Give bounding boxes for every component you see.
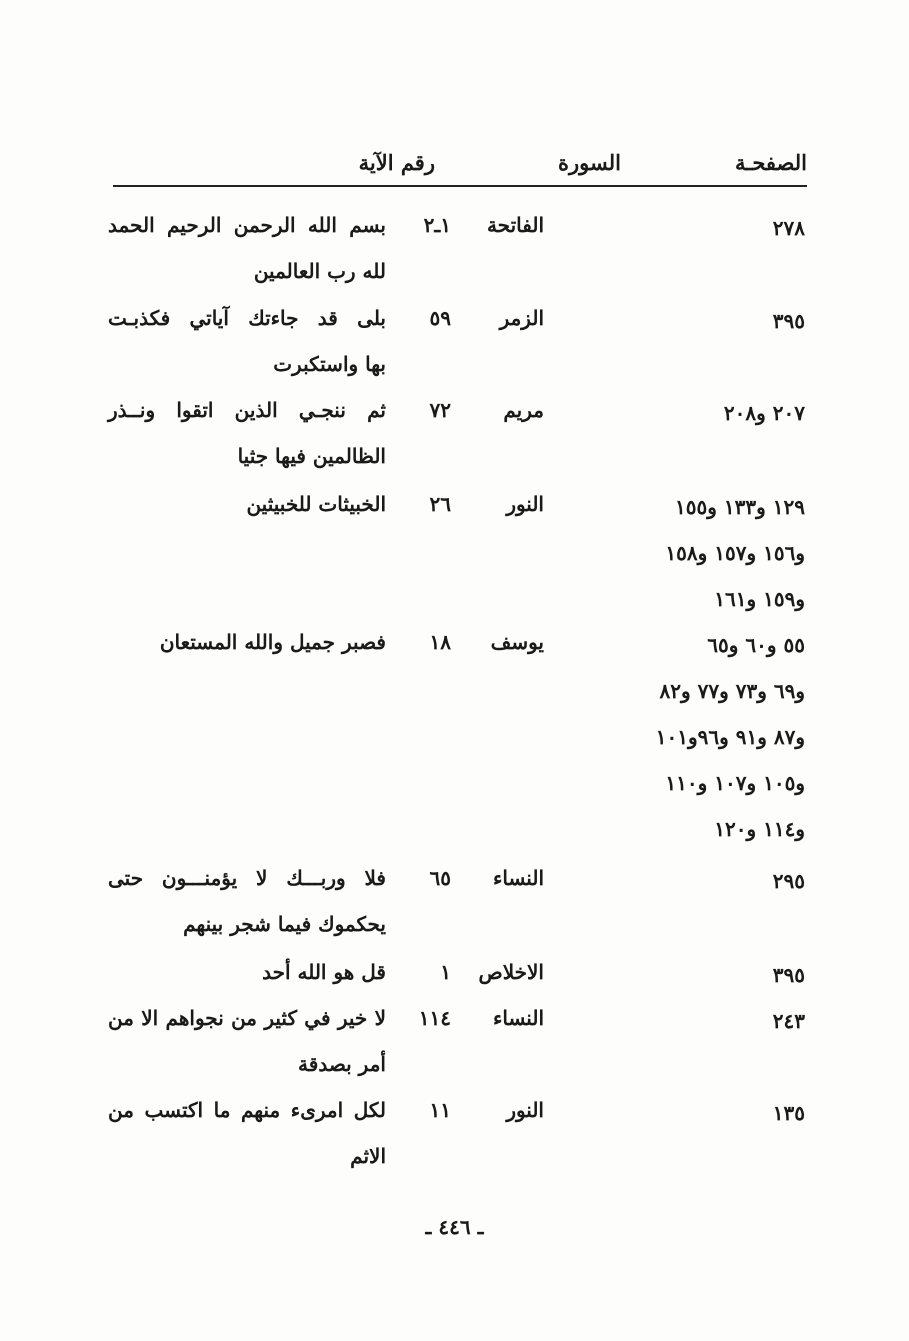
sura-name: النور — [506, 1098, 544, 1122]
ayah-text-line: لا خير في كثير من نجواهم الا من — [108, 1006, 386, 1030]
ayah-number: ١٨ — [429, 630, 451, 654]
ayah-text-line: فصبر جميل والله المستعان — [159, 630, 386, 654]
page-refs — [773, 952, 805, 998]
sura-name: النور — [506, 492, 544, 516]
header-rule — [113, 185, 807, 187]
page-ref-line: ٢٤٣ — [772, 1009, 805, 1033]
page-ref-line: ٢٠٧ و٢٠٨ — [723, 401, 805, 425]
page-refs — [773, 1090, 805, 1136]
ayah-number: ٧٢ — [429, 398, 451, 422]
page-ref-line: ٣٩٥ — [772, 963, 805, 987]
page-ref-line: و١٥٩ و١٦١ — [714, 587, 805, 611]
ayah-text-line: لله رب العالمين — [253, 259, 386, 283]
page-ref-line: ٢٩٥ — [772, 869, 805, 893]
sura-name: يوسف — [490, 630, 544, 654]
sura-name: النساء — [492, 1006, 544, 1030]
header-ayah: رقم الآية — [358, 150, 435, 175]
page-refs — [656, 622, 805, 852]
ayah-number: ٦٥ — [429, 866, 451, 890]
page-ref-line: ٥٥ و٦٠ و٦٥ — [707, 633, 805, 657]
ayah-text-line: لكل امرىء منهم ما اكتسب من — [108, 1098, 386, 1122]
page-ref-line: و١٠٥ و١٠٧ و١١٠ — [665, 771, 805, 795]
page-refs — [773, 998, 805, 1044]
ayah-text-line: يحكموك فيما شجر بينهم — [183, 912, 386, 936]
page-ref-line: ١٣٥ — [772, 1101, 805, 1125]
page-ref-line: و٦٩ و٧٣ و٧٧ و٨٢ — [659, 679, 805, 703]
ayah-text-line: الظالمين فيها جثيا — [237, 444, 386, 468]
sura-name: الزمر — [499, 306, 544, 330]
sura-name: مريم — [503, 398, 544, 422]
page-refs — [773, 858, 805, 904]
page-ref-line: ١٢٩ و١٣٣ و١٥٥ — [675, 495, 805, 519]
ayah-text-line: بها واستكبرت — [273, 352, 386, 376]
ayah-text-line: الخبيثات للخبيثين — [246, 492, 386, 516]
sura-name: الفاتحة — [486, 213, 544, 237]
ayah-number: ١١٤ — [418, 1006, 451, 1030]
header-page: الصفحـة — [734, 150, 807, 175]
page-ref-line: و١٥٦ و١٥٧ و١٥٨ — [665, 541, 805, 565]
ayah-number: ١ـ٢ — [423, 213, 451, 237]
header-sura: السورة — [558, 150, 621, 175]
ayah-text-line: الاثم — [350, 1144, 386, 1168]
page-ref-line: و١١٤ و١٢٠ — [714, 817, 805, 841]
ayah-number: ٢٦ — [429, 492, 451, 516]
page-number: ـ ٤٤٦ ـ — [425, 1215, 484, 1239]
page-ref-line: ٢٧٨ — [772, 216, 805, 240]
ayah-text-line: فلا وربـــك لا يؤمنـــون حتى — [108, 866, 386, 890]
sura-name: الاخلاص — [478, 960, 544, 984]
page-ref-line: و٨٧ و٩١ و٩٦و١٠١ — [655, 725, 805, 749]
ayah-number: ٥٩ — [429, 306, 451, 330]
ayah-number: ١ — [440, 960, 451, 984]
ayah-text-line: قل هو الله أحد — [262, 960, 386, 984]
page-refs — [665, 484, 805, 622]
ayah-text-line: ثم ننجـي الذين اتقوا ونــذر — [108, 398, 386, 422]
page-refs — [773, 205, 805, 251]
sura-name: النساء — [492, 866, 544, 890]
ayah-text-line: بسم الله الرحمن الرحيم الحمد — [108, 213, 386, 237]
page-ref-line: ٣٩٥ — [772, 309, 805, 333]
ayah-text-line: أمر بصدقة — [298, 1052, 386, 1076]
ayah-number: ١١ — [429, 1098, 451, 1122]
ayah-text-line: بلى قد جاءتك آياتي فكذبـت — [108, 306, 386, 330]
page-refs — [773, 298, 805, 344]
page-refs — [724, 390, 805, 436]
